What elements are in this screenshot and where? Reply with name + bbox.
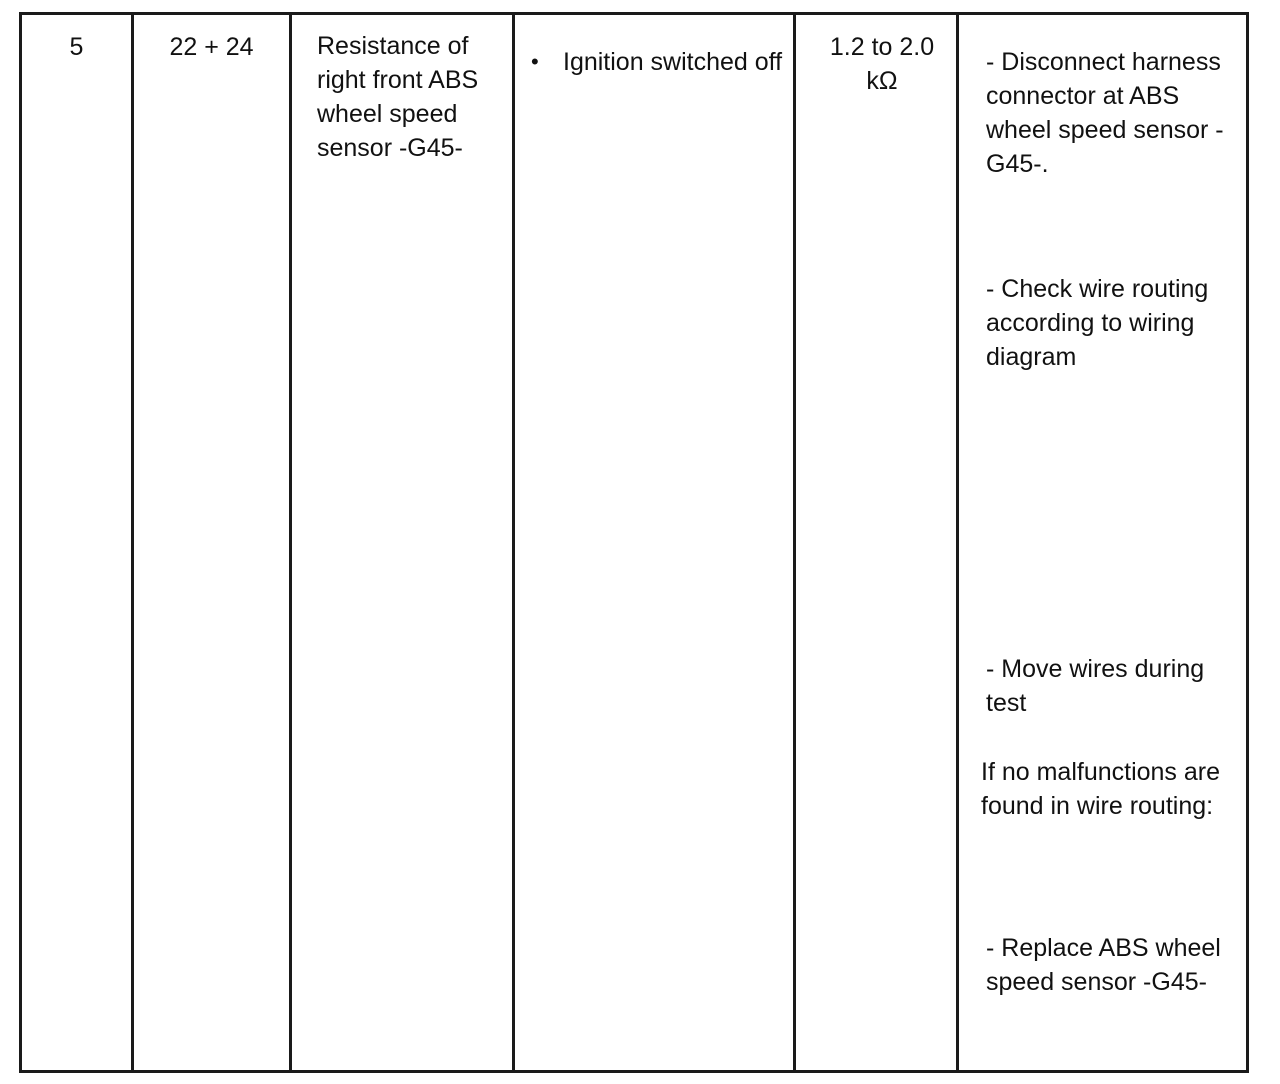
step-number: 5 — [69, 33, 84, 61]
column-divider — [131, 12, 134, 1073]
terminals: 22 + 24 — [169, 33, 254, 61]
remedy-if-no-malfunctions: If no malfunctions are found in wire routing: — [981, 758, 1221, 820]
column-divider — [289, 12, 292, 1073]
test-description: Resistance of right front ABS wheel speed sensor -G45- — [317, 32, 479, 162]
column-divider — [956, 12, 959, 1073]
remedy-move-wires: - Move wires during test — [986, 655, 1205, 717]
column-divider — [793, 12, 796, 1073]
bullet-icon: • — [531, 49, 539, 74]
remedy-replace-sensor: - Replace ABS wheel speed sensor -G45- — [986, 934, 1221, 996]
test-condition: Ignition switched off — [563, 48, 783, 76]
remedy-disconnect: - Disconnect harness connector at ABS wheel speed sensor -G45-. — [986, 48, 1224, 178]
remedy-check-routing: - Check wire routing according to wiring diagram — [986, 275, 1209, 371]
specified-value: 1.2 to 2.0 kΩ — [829, 33, 935, 95]
column-divider — [512, 12, 515, 1073]
